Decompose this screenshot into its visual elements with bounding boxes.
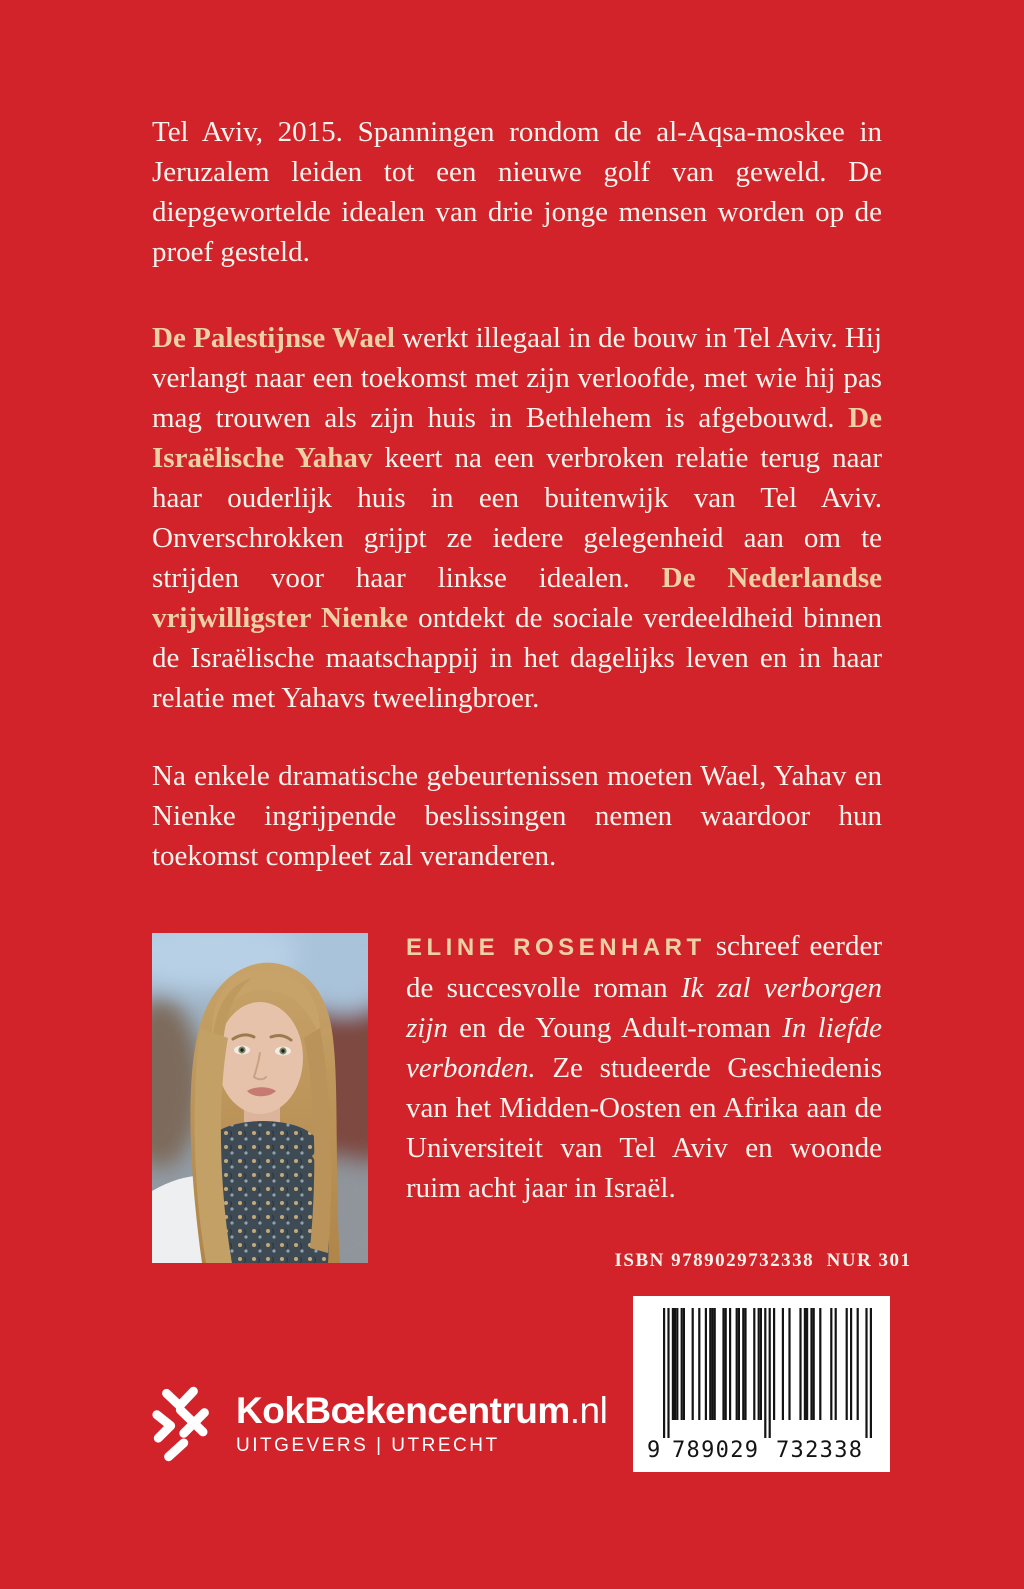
- publisher-logo: [150, 1374, 607, 1474]
- text-segment-accent: De Israëlische Yahav: [152, 402, 882, 474]
- barcode-bars: [647, 1308, 876, 1460]
- synopsis-paragraph-3: [152, 756, 882, 876]
- barcode-number: 732338: [776, 1438, 862, 1460]
- publisher-name: [236, 1389, 608, 1431]
- publisher-logo-text: [236, 1389, 608, 1457]
- publisher-name-suffix: .nl: [569, 1389, 608, 1431]
- author-photo: [152, 933, 368, 1263]
- synopsis-paragraph-1: [152, 112, 882, 272]
- publisher-name-bold: KokBœkencentrum: [236, 1389, 570, 1431]
- text-segment-italic: In liefde verbonden.: [406, 1012, 882, 1084]
- text-segment-plain: en de Young Adult-roman: [447, 1012, 783, 1044]
- publisher-subtitle: UITGEVERS | UTRECHT: [236, 1434, 500, 1456]
- isbn-line: ISBN 9789029732338 NUR 301: [614, 1250, 912, 1271]
- author-portrait-illustration: [152, 933, 368, 1263]
- text-segment-name: ELINE ROSENHART: [406, 934, 706, 961]
- barcode-number: 9: [647, 1438, 661, 1460]
- text-segment-accent: De Palestijnse Wael: [152, 322, 395, 354]
- text-segment-plain: ontdekt de sociale verdeeldheid binnen de Israëlische maatschappij in het dagelijks leven en in haar relatie met Yahavs tweelingbroer.: [152, 602, 883, 714]
- barcode: [633, 1296, 890, 1472]
- text-segment-plain: Ze studeerde Geschiedenis van het Midden-Oosten en Afrika aan de Universiteit van Tel Aviv en woonde ruim acht jaar in Israël.: [406, 1052, 882, 1204]
- barcode-number: 789029: [672, 1438, 758, 1460]
- text-segment-plain: Tel Aviv, 2015. Spanningen rondom de al-Aqsa-moskee in Jeruzalem leiden tot een nieuwe golf van geweld. De diepgewortelde idealen van drie jonge mensen worden op de proef gesteld.: [152, 116, 882, 268]
- author-bio: [406, 926, 882, 1208]
- text-segment-italic: Ik zal verborgen zijn: [406, 972, 883, 1044]
- synopsis-paragraph-2: [152, 318, 882, 718]
- publisher-logo-icon: [150, 1374, 212, 1474]
- text-segment-plain: schreef eerder de succesvolle roman: [406, 930, 882, 1004]
- text-segment-accent: De Nederlandse vrijwilligster Nienke: [152, 562, 882, 634]
- text-segment-plain: Na enkele dramatische gebeurtenissen moeten Wael, Yahav en Nienke ingrijpende beslissingen nemen waardoor hun toekomst compleet zal veranderen.: [152, 760, 882, 872]
- text-segment-plain: werkt illegaal in de bouw in Tel Aviv. Hij verlangt naar een toekomst met zijn verloofde, met wie hij pas mag trouwen als zijn huis in Bethlehem is afgebouwd.: [152, 322, 882, 434]
- text-segment-plain: keert na een verbroken relatie terug naar haar ouderlijk huis in een buitenwijk van Tel Aviv. Onverschrokken grijpt ze iedere gelegenheid aan om te strijden voor haar linkse idealen.: [152, 442, 882, 594]
